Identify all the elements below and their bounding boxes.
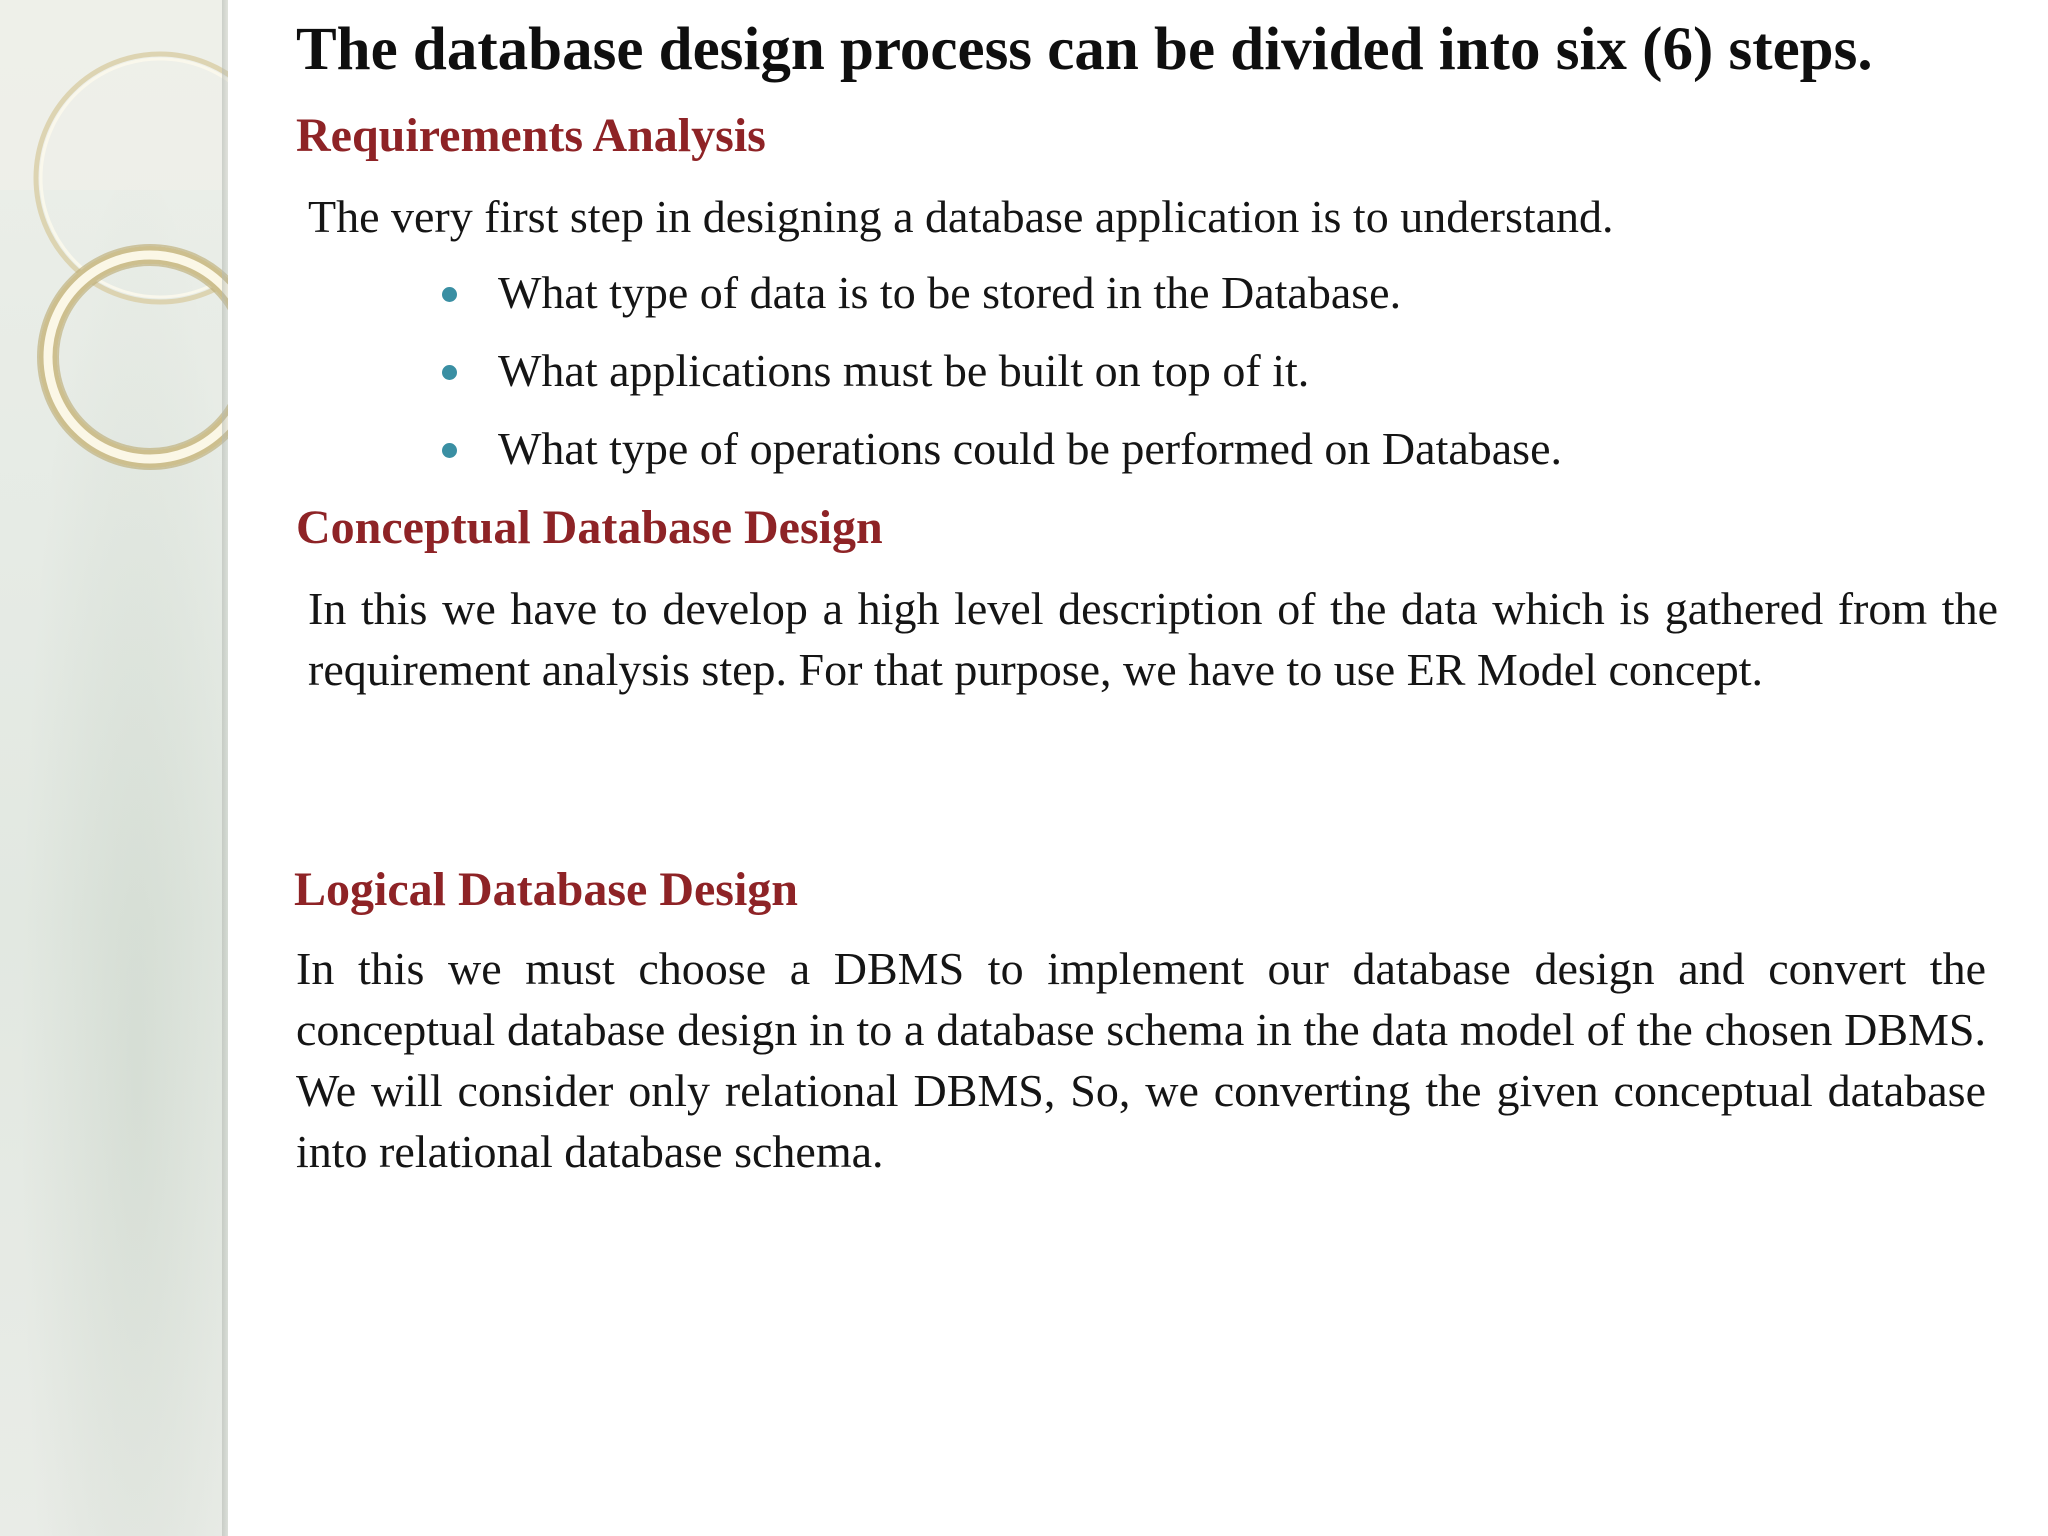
requirements-intro-text: The very first step in designing a database application is to understand. bbox=[308, 191, 1614, 242]
conceptual-design-body: In this we have to develop a high level description of the data which is gathered from the requirement analysis step. For that purpose, we have to use ER Model concept. bbox=[308, 583, 1998, 695]
bullet-text: What applications must be built on top of it. bbox=[498, 345, 1310, 396]
heading-conceptual-database-design: Conceptual Database Design bbox=[296, 501, 883, 554]
bullet-text: What type of data is to be stored in the Database. bbox=[498, 267, 1402, 318]
decorative-side-panel bbox=[0, 0, 228, 1536]
conceptual-design-text bbox=[308, 578, 1998, 700]
slide-title: The database design process can be divided into six (6) steps. bbox=[296, 16, 1873, 83]
bullet-icon bbox=[442, 443, 457, 458]
slide-content bbox=[294, 0, 1998, 1536]
heading-requirements-analysis: Requirements Analysis bbox=[296, 109, 766, 162]
bullet-icon bbox=[442, 287, 457, 302]
logical-design-text: In this we must choose a DBMS to implement our database design and convert the conceptual database design in to a database schema in the data model of the chosen DBMS. We will consider only relational DBMS, So, we converting the given conceptual database into relational database schema. bbox=[296, 943, 1986, 1177]
bullet-icon bbox=[442, 365, 457, 380]
side-panel-edge bbox=[222, 0, 228, 1536]
heading-logical-database-design: Logical Database Design bbox=[294, 863, 798, 916]
gold-rings-ornament bbox=[0, 0, 228, 520]
bullet-text: What type of operations could be performed on Database. bbox=[498, 423, 1562, 474]
